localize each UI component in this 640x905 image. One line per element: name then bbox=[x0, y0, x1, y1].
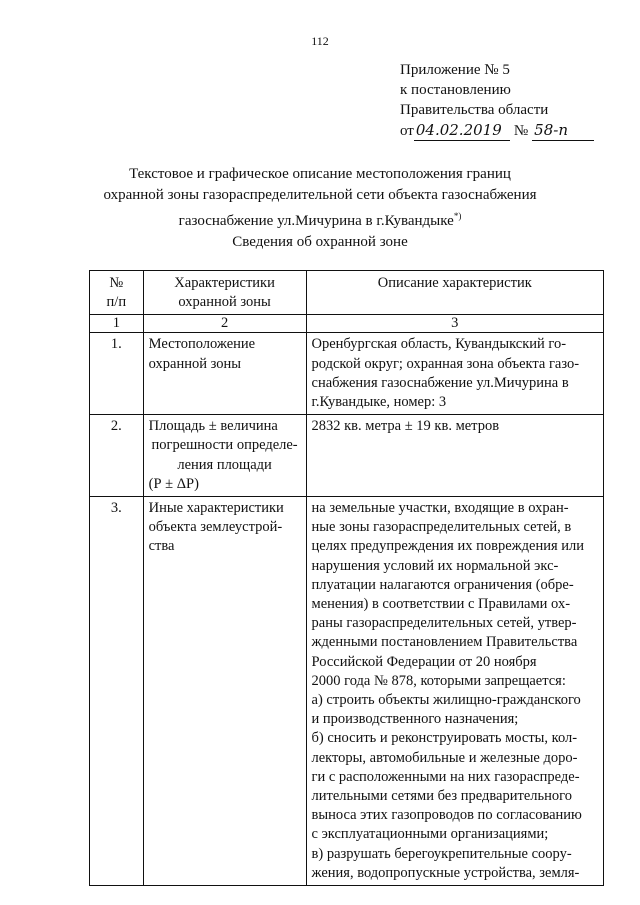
row-characteristic bbox=[143, 497, 306, 886]
description-line: на земельные участки, входящие в охран- bbox=[311, 500, 569, 517]
header-number-line-2: п/п bbox=[106, 294, 127, 311]
header-characteristics-line-1: Характеристики bbox=[174, 275, 275, 291]
number-prefix: № bbox=[513, 123, 529, 139]
footnote-mark: *) bbox=[453, 211, 462, 221]
description-line: 2832 кв. метра ± 19 кв. метров bbox=[311, 418, 500, 435]
description-line: ные зоны газораспределительных сетей, в bbox=[311, 519, 572, 536]
description-line: родской округ; охранная зона объекта газо- bbox=[311, 355, 580, 372]
characteristic-line: ления площади bbox=[177, 456, 272, 473]
column-number-row bbox=[90, 315, 604, 333]
description-line: 2000 года № 878, которыми запрещается: bbox=[311, 672, 566, 689]
description-line: выноса этих газопроводов по согласованию bbox=[311, 807, 582, 824]
title-line-3-text: газоснабжение ул.Мичурина в г.Кувандыке bbox=[178, 213, 454, 229]
description-line: Оренбургская область, Кувандыкский го- bbox=[311, 336, 567, 353]
row-description bbox=[306, 497, 603, 886]
characteristic-line: Площадь ± величина bbox=[148, 418, 278, 435]
appendix-line-1: Приложение № 5 bbox=[400, 62, 510, 78]
description-line: с эксплуатационными организациями; bbox=[311, 826, 549, 843]
description-line: лительными сетями без предварительного bbox=[311, 788, 572, 805]
protection-zone-table bbox=[89, 270, 604, 886]
description-line: а) строить объекты жилищно-гражданского bbox=[311, 692, 581, 709]
header-characteristics-line-2: охранной зоны bbox=[178, 294, 271, 311]
handwritten-date: 04.02.2019 bbox=[414, 120, 510, 141]
section-subtitle: Сведения об охранной зоне bbox=[232, 234, 408, 250]
appendix-date-number-line bbox=[400, 120, 594, 141]
description-line: снабжения газоснабжение ул.Мичурина в bbox=[311, 374, 569, 391]
title-line-1: Текстовое и графическое описание местоположения границ bbox=[129, 166, 511, 182]
description-line: Российской Федерации от 20 ноября bbox=[311, 653, 537, 670]
row-index: 1. bbox=[90, 333, 144, 415]
appendix-line-3: Правительства области bbox=[400, 102, 549, 118]
document-title bbox=[0, 164, 640, 232]
appendix-block bbox=[400, 60, 594, 141]
description-line: плуатации налагаются ограничения (обре- bbox=[311, 576, 574, 593]
header-number-line-1: № bbox=[109, 275, 124, 291]
title-line-3 bbox=[0, 206, 640, 232]
table-row bbox=[90, 333, 604, 415]
description-line: жения, водопропускные устройства, земля- bbox=[311, 864, 580, 881]
description-line: б) сносить и реконструировать мосты, кол- bbox=[311, 730, 578, 747]
table-header-row bbox=[90, 271, 604, 315]
header-description-line-1: Описание характеристик bbox=[377, 275, 532, 291]
description-line: лекторы, автомобильные и железные доро- bbox=[311, 749, 578, 766]
description-line: г.Кувандыке, номер: 3 bbox=[311, 394, 447, 411]
column-number-2: 2 bbox=[143, 315, 306, 333]
table-row bbox=[90, 497, 604, 886]
table-row bbox=[90, 415, 604, 497]
row-characteristic bbox=[143, 415, 306, 497]
row-description bbox=[306, 415, 603, 497]
description-line: менения) в соответствии с Правилами ох- bbox=[311, 596, 571, 613]
description-line: раны газораспределительных сетей, утвер- bbox=[311, 615, 577, 632]
characteristic-line: (Р ± ΔР) bbox=[148, 475, 199, 492]
handwritten-number: 58-п bbox=[532, 120, 594, 141]
column-number-1: 1 bbox=[90, 315, 144, 333]
header-characteristics bbox=[143, 271, 306, 315]
row-index: 3. bbox=[90, 497, 144, 886]
column-number-3: 3 bbox=[306, 315, 603, 333]
characteristic-line: погрешности определе- bbox=[151, 437, 298, 454]
row-description bbox=[306, 333, 603, 415]
characteristic-line: охранной зоны bbox=[148, 355, 241, 372]
description-line: в) разрушать берегоукрепительные соору- bbox=[311, 845, 572, 862]
characteristic-line: ства bbox=[148, 538, 175, 555]
header-description bbox=[306, 271, 603, 315]
title-line-2: охранной зоны газораспределительной сети объекта газоснабжения bbox=[103, 187, 537, 203]
header-number bbox=[90, 271, 144, 315]
row-characteristic bbox=[143, 333, 306, 415]
characteristic-line: Местоположение bbox=[148, 336, 256, 353]
description-line: жденными постановлением Правительства bbox=[311, 634, 578, 651]
description-line: нарушения условий их нормальной экс- bbox=[311, 557, 559, 574]
appendix-line-2: к постановлению bbox=[400, 82, 511, 98]
row-index: 2. bbox=[90, 415, 144, 497]
date-prefix: от bbox=[400, 123, 414, 139]
characteristic-line: Иные характеристики bbox=[148, 500, 284, 517]
description-line: целях предупреждения их повреждения или bbox=[311, 538, 585, 555]
description-line: ги с расположенными на них газораспреде- bbox=[311, 768, 580, 785]
characteristic-line: объекта землеустрой- bbox=[148, 519, 283, 536]
description-line: и производственного назначения; bbox=[311, 711, 519, 728]
page-number: 112 bbox=[311, 34, 329, 48]
